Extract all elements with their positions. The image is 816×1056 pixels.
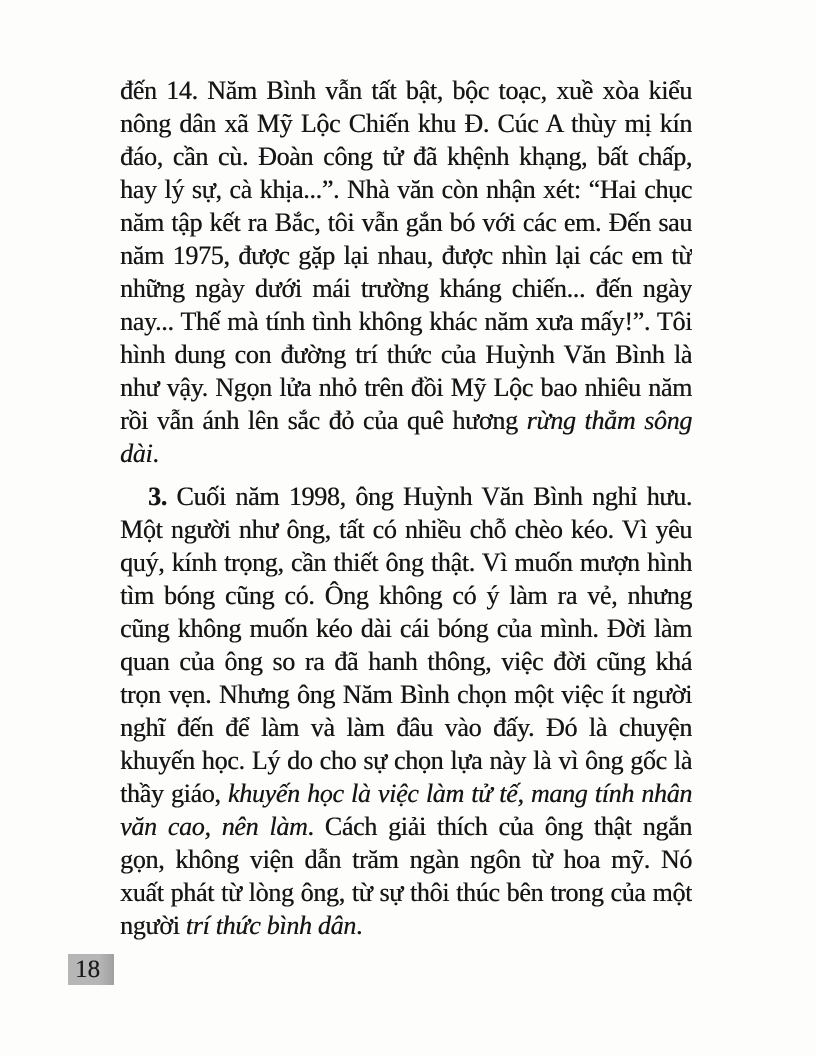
text-line	[120, 579, 692, 612]
body-text: quý, kính trọng, cần thiết ông thật. Vì muốn mượn hình	[120, 548, 692, 577]
italic-text: dài	[120, 439, 153, 468]
text-line	[120, 480, 692, 513]
body-text: người	[120, 911, 186, 940]
body-text: nông dân xã Mỹ Lộc Chiến khu Đ. Cúc A thùy mị kín	[120, 109, 692, 138]
body-text: thầy giáo,	[120, 779, 228, 808]
text-line	[120, 173, 692, 206]
text-line	[120, 206, 692, 239]
body-text: . Cách giải thích của ông thật ngắn	[307, 812, 692, 841]
body-text: gọn, không viện dẫn trăm ngàn ngôn từ hoa mỹ. Nó	[120, 845, 692, 874]
body-text: quan của ông so ra đã hanh thông, việc đời cũng khá	[120, 647, 692, 676]
italic-text: khuyến học là việc làm tử tế, mang tính nhân	[227, 779, 692, 808]
text-line	[120, 338, 692, 371]
body-text: cũng không muốn kéo dài cái bóng của mình. Đời làm	[120, 614, 692, 643]
text-line	[120, 404, 692, 437]
text-line	[120, 678, 692, 711]
italic-text: rừng thẳm sông	[526, 406, 692, 435]
body-text: những ngày dưới mái trường kháng chiến... đến ngày	[120, 274, 692, 303]
body-text: năm 1975, được gặp lại nhau, được nhìn lại các em từ	[120, 241, 692, 270]
body-text: hay lý sự, cà khịa...”. Nhà văn còn nhận xét: “Hai chục	[120, 175, 692, 204]
body-text: tìm bóng cũng có. Ông không có ý làm ra vẻ, nhưng	[120, 581, 692, 610]
text-line	[120, 777, 692, 810]
body-text: như vậy. Ngọn lửa nhỏ trên đồi Mỹ Lộc bao nhiêu năm	[120, 373, 692, 402]
body-text: khuyến học. Lý do cho sự chọn lựa này là vì ông gốc là	[120, 746, 692, 775]
page-number: 18	[75, 956, 100, 983]
body-text: .	[355, 911, 363, 940]
body-text: rồi vẫn ánh lên sắc đỏ của quê hương	[120, 406, 527, 435]
text-line	[120, 876, 692, 909]
body-text: .	[152, 439, 159, 468]
text-line	[120, 711, 692, 744]
page-number-badge	[68, 954, 114, 985]
body-text: trọn vẹn. Nhưng ông Năm Bình chọn một việc ít người	[120, 680, 692, 709]
page-text	[120, 74, 692, 942]
body-text: xuất phát từ lòng ông, từ sự thôi thúc bên trong của một	[120, 878, 692, 907]
text-line	[120, 645, 692, 678]
body-text: Một người như ông, tất có nhiều chỗ chèo kéo. Vì yêu	[120, 515, 692, 544]
text-line	[120, 272, 692, 305]
body-text: năm tập kết ra Bắc, tôi vẫn gắn bó với các em. Đến sau	[120, 208, 692, 237]
body-text: hình dung con đường trí thức của Huỳnh Văn Bình là	[120, 340, 692, 369]
bold-text: 3.	[148, 482, 167, 511]
text-line	[120, 107, 692, 140]
body-text: nghĩ đến để làm và làm đâu vào đấy. Đó là chuyện	[120, 713, 692, 742]
text-line	[120, 437, 692, 470]
body-text: đáo, cần cù. Đoàn công tử đã khệnh khạng, bất chấp,	[120, 142, 692, 171]
text-line	[120, 239, 692, 272]
text-line	[120, 140, 692, 173]
body-text: đến 14. Năm Bình vẫn tất bật, bộc toạc, xuề xòa kiểu	[120, 76, 692, 105]
text-line	[120, 612, 692, 645]
body-text: nay... Thế mà tính tình không khác năm xưa mấy!”. Tôi	[120, 307, 692, 336]
text-line	[120, 843, 692, 876]
text-line	[120, 371, 692, 404]
text-line	[120, 810, 692, 843]
paragraph-2	[120, 480, 692, 942]
text-line	[120, 546, 692, 579]
italic-text: trí thức bình dân	[185, 911, 356, 940]
paragraph-1	[120, 74, 692, 470]
body-text: Cuối năm 1998, ông Huỳnh Văn Bình nghỉ hưu.	[166, 482, 692, 511]
text-line	[120, 744, 692, 777]
text-line	[120, 513, 692, 546]
text-line	[120, 74, 692, 107]
text-line	[120, 909, 692, 942]
italic-text: văn cao, nên làm	[120, 812, 308, 841]
text-line	[120, 305, 692, 338]
